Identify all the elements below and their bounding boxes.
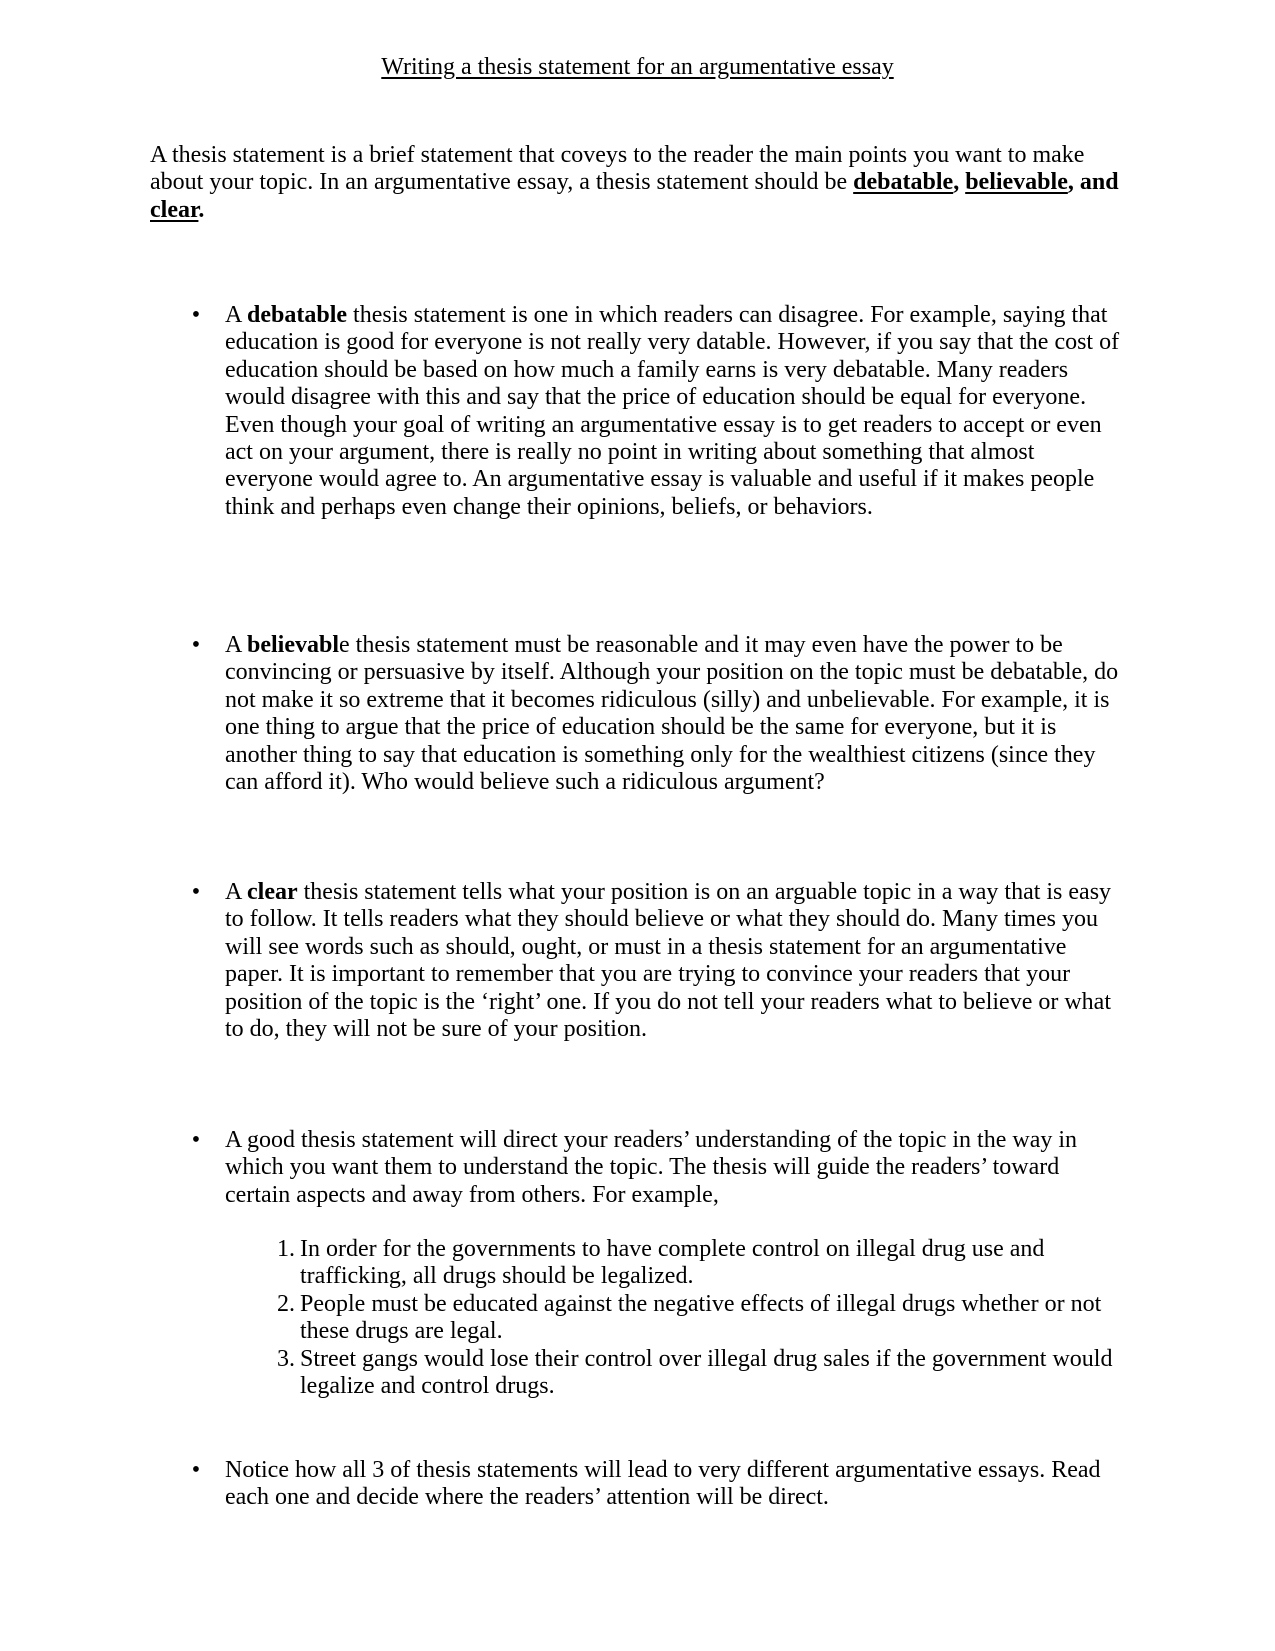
bullet-icon: • xyxy=(191,1457,201,1483)
intro-separator: , and xyxy=(1067,169,1119,196)
bullet-keyword: debatable xyxy=(247,302,348,328)
bullet-keyword: believabl xyxy=(247,632,340,658)
bullet-text-body: thesis statement tells what your position is on an arguable topic in a way that is easy to follow. It tells readers what they should believe or what they should do. Many times you will see words such as should, ought, or must in a thesis statement for an argumentative paper. It is important to remember that you are trying to convince your readers that your position of the topic is the ‘right’ one. If you do not tell your readers what to believe or what to do, they will not be sure of your position. xyxy=(225,879,1112,1043)
intro-separator: , xyxy=(953,169,966,196)
example-number: 1. xyxy=(277,1236,295,1262)
bullet-text-lead: A xyxy=(225,632,248,658)
example-number: 2. xyxy=(277,1291,295,1317)
keyword-believable: believable xyxy=(965,169,1068,196)
example-text: In order for the governments to have complete control on illegal drug use and trafficking, all drugs should be legalized. xyxy=(300,1236,1045,1290)
bullet-text-body: thesis statement is one in which readers can disagree. For example, saying that education is good for everyone is not really very datable. However, if you say that the cost of education should be based on how much a family earns is very debatable. Many readers would disagree with this and say that the price of education should be equal for everyone. Even though your goal of writing an argumentative essay is to get readers to accept or even act on your argument, there is really no point in writing about something that almost everyone would agree to. An argumentative essay is valuable and useful if it makes people think and perhaps even change their opinions, beliefs, or behaviors. xyxy=(225,302,1120,520)
bullet-icon: • xyxy=(191,302,201,328)
bullet-text xyxy=(225,879,1125,1043)
page-title: Writing a thesis statement for an argumentative essay xyxy=(381,54,894,80)
example-text: People must be educated against the negative effects of illegal drugs whether or not these drugs are legal. xyxy=(300,1291,1102,1345)
bullet-icon: • xyxy=(191,879,201,905)
intro-end: . xyxy=(198,196,205,223)
bullet-keyword: clear xyxy=(247,879,298,905)
bullet-text: A good thesis statement will direct your readers’ understanding of the topic in the way in which you want them to understand the topic. The thesis will guide the readers’ toward certain aspects and away from others. For example, xyxy=(225,1127,1078,1208)
bullet-text xyxy=(225,302,1125,521)
keyword-clear: clear xyxy=(150,196,199,223)
bullet-text: Notice how all 3 of thesis statements will lead to very different argumentative essays. Read each one and decide where the readers’ attention will be direct. xyxy=(225,1457,1101,1511)
intro-text: A thesis statement is a brief statement that coveys to the reader the main points you want to make about your topic. In an argumentative essay, a thesis statement should be xyxy=(150,142,1085,196)
bullet-icon: • xyxy=(191,632,201,658)
intro-paragraph xyxy=(150,142,1140,224)
example-number: 3. xyxy=(277,1346,295,1372)
bullet-text xyxy=(225,632,1125,796)
bullet-text-body: e thesis statement must be reasonable and it may even have the power to be convincing or persuasive by itself. Although your position on the topic must be debatable, do not make it so extreme that it becomes ridiculous (silly) and unbelievable. For example, it is one thing to argue that the price of education should be the same for everyone, but it is another thing to say that education is something only for the wealthiest citizens (since they can afford it). Who would believe such a ridiculous argument? xyxy=(225,632,1119,796)
bullet-icon: • xyxy=(191,1127,201,1153)
bullet-text-lead: A xyxy=(225,879,248,905)
example-text: Street gangs would lose their control over illegal drug sales if the government would legalize and control drugs. xyxy=(300,1346,1113,1400)
bullet-text-lead: A xyxy=(225,302,248,328)
keyword-debatable: debatable xyxy=(853,169,954,196)
